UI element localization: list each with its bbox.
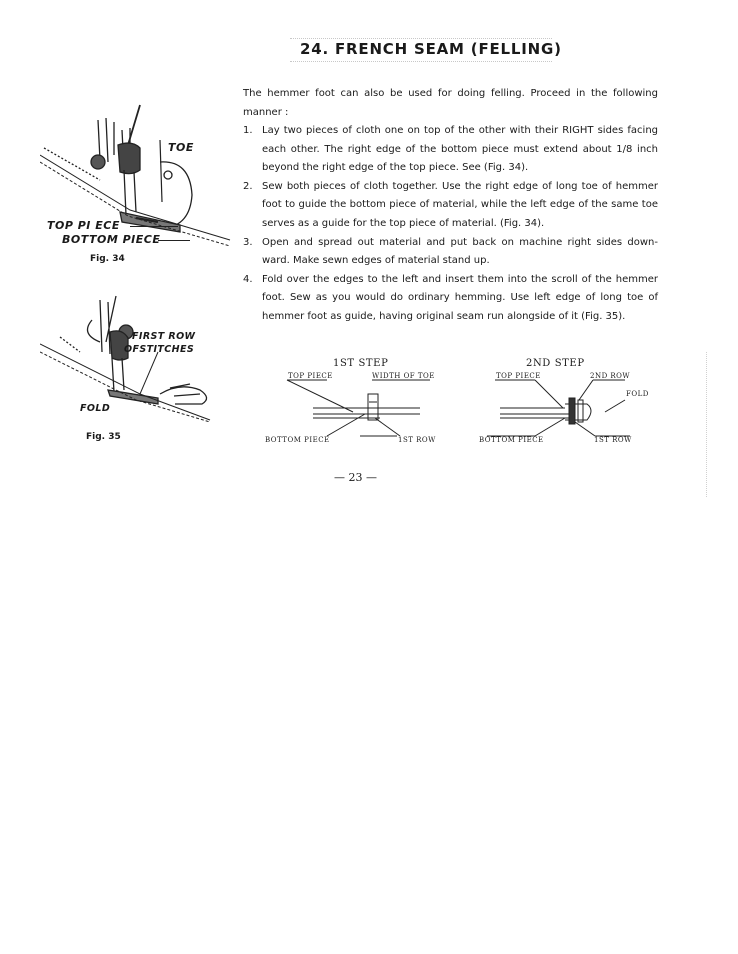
fig34-bottom-piece-label: BOTTOM PIECE	[62, 233, 161, 246]
step2-top-piece-label: TOP PIECE	[496, 372, 541, 380]
step-text: Sew both pieces of cloth together. Use the right edge of long toe of hemmer foot to guide the bottom piece of material, while the left edge of the same toe serves as a guide for the top piece of material. (Fig. 34).	[262, 180, 658, 229]
step1-top-piece-label: TOP PIECE	[288, 372, 333, 380]
fig35-stitches-label: OFSTITCHES	[124, 344, 195, 355]
step-number: 4.	[243, 273, 253, 285]
step1-bottom-piece-label: BOTTOM PIECE	[265, 436, 330, 444]
step2-title: 2ND STEP	[526, 358, 585, 369]
step1-seam-drawing	[265, 378, 440, 438]
title-frame	[290, 38, 552, 62]
step2-seam-drawing	[475, 378, 650, 438]
list-item	[243, 234, 658, 271]
scan-edge-line	[706, 352, 707, 497]
step2-diagram	[475, 378, 650, 438]
step-text: Fold over the edges to the left and insert them into the scroll of the hemmer foot. Sew as you would do ordinary hemming. Use left edge of long toe of hemmer foot as guide, having original seam run alongside of it (Fig. 35).	[262, 273, 658, 322]
step1-first-row-label: 1ST ROW	[398, 436, 436, 444]
step2-first-row-label: 1ST ROW	[594, 436, 632, 444]
fig34-toe-label: TOE	[168, 141, 194, 154]
fig34-top-piece-leader	[130, 226, 178, 227]
step1-width-of-toe-label: WIDTH OF TOE	[372, 372, 435, 380]
step-number: 3.	[243, 236, 253, 248]
step2-fold-label: FOLD	[626, 390, 649, 398]
page-number: — 23 —	[334, 471, 377, 484]
step1-title: 1ST STEP	[333, 358, 389, 369]
page-title: 24. FRENCH SEAM (FELLING)	[300, 40, 562, 58]
fig34-bottom-piece-leader	[158, 240, 190, 241]
fig34-top-piece-label: TOP PI ECE	[47, 219, 120, 232]
list-item	[243, 271, 658, 327]
step2-second-row-label: 2ND ROW	[590, 372, 631, 380]
list-item	[243, 122, 658, 178]
step-text: Lay two pieces of cloth one on top of the other with their RIGHT sides facing each other. The right edge of the bottom piece must extend about 1/8 inch beyond the right edge of the top piece. See (Fig. 34).	[262, 125, 658, 174]
fig35-fold-label: FOLD	[80, 403, 111, 414]
list-item	[243, 178, 658, 234]
step2-bottom-piece-label: BOTTOM PIECE	[479, 436, 544, 444]
fig35-caption: Fig. 35	[86, 432, 121, 442]
fig35-illustration	[40, 292, 220, 422]
fig35-first-row-label: FIRST ROW	[132, 331, 196, 342]
step-number: 1.	[243, 125, 253, 136]
step-text: Open and spread out material and put back on machine right sides down-ward. Make sewn edges of material stand up.	[262, 236, 658, 267]
step-list	[243, 122, 658, 327]
hemming-drawing	[40, 292, 220, 422]
intro-paragraph: The hemmer foot can also be used for doing felling. Proceed in the following manner :	[243, 88, 658, 118]
fig34-caption: Fig. 34	[90, 254, 125, 264]
step-number: 2.	[243, 180, 253, 192]
step1-diagram	[265, 378, 440, 438]
